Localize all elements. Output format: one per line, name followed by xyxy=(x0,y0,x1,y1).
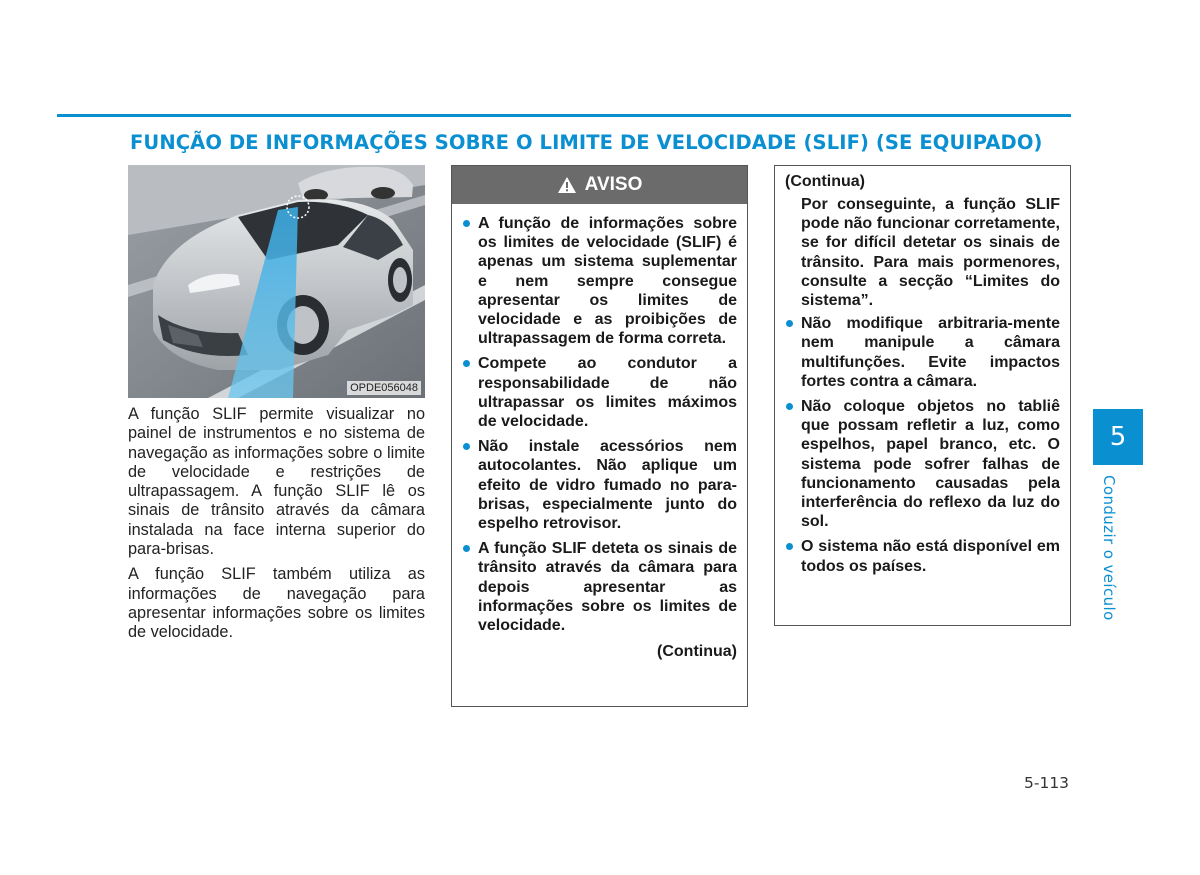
warning-list xyxy=(452,204,747,635)
warning-continued-box xyxy=(774,165,1071,626)
warning-triangle-icon xyxy=(557,176,577,194)
description-text xyxy=(128,405,425,649)
car-camera-illustration xyxy=(128,165,425,398)
continued-warning-list xyxy=(775,310,1070,576)
continued-label: (Continua) xyxy=(785,173,865,190)
warning-item: A função SLIF deteta os sinais de trânsito através da câmara para depois apresentar as informações sobre os limites de velocidade. xyxy=(462,539,737,635)
warning-item: O sistema não está disponível em todos os países. xyxy=(785,537,1060,575)
warning-box xyxy=(451,165,748,707)
warning-item: Não coloque objetos no tabliê que possam refletir a luz, como espelhos, papel branco, etc. O sistema pode sofrer falhas de funcionamento causadas pela interferência do reflexo da luz do sol. xyxy=(785,397,1060,531)
continua-label: (Continua) xyxy=(657,643,737,661)
warning-item: A função de informações sobre os limites de velocidade (SLIF) é apenas um sistema suplementar e nem sempre consegue apresentar os limites de velocidade e as proibições de ultrapassagem de forma correta. xyxy=(462,214,737,348)
warning-item: Não modifique arbitraria-mente nem manipule a câmara multifunções. Evite impactos fortes contra a câmara. xyxy=(785,314,1060,391)
chapter-number-tab: 5 xyxy=(1093,409,1143,465)
chapter-title: Conduzir o veículo xyxy=(1100,475,1118,621)
warning-header xyxy=(452,166,747,204)
figure-code: OPDE056048 xyxy=(347,381,421,395)
page-number: 5-113 xyxy=(1024,774,1070,792)
description-paragraph-2: A função SLIF também utiliza as informações de navegação para apresentar informações sobre os limites de velocidade. xyxy=(128,565,425,642)
continued-paragraph: Por conseguinte, a função SLIF pode não funcionar corretamente, se for difícil detetar os sinais de trânsito. Para mais pormenores, consulte a secção “Limites do sistema”. xyxy=(801,196,1060,310)
section-title: FUNÇÃO DE INFORMAÇÕES SOBRE O LIMITE DE VELOCIDADE (SLIF) (SE EQUIPADO) xyxy=(130,131,1043,154)
warning-item: Não instale acessórios nem autocolantes. Não aplique um efeito de vidro fumado no para-brisas, especialmente junto do espelho retrovisor. xyxy=(462,437,737,533)
figure-slif-camera xyxy=(128,165,425,398)
description-paragraph-1: A função SLIF permite visualizar no painel de instrumentos e no sistema de navegação as informações sobre o limite de velocidade e restrições de ultrapassagem. A função SLIF lê os sinais de trânsito através da câmara instalada na face interna superior do para-brisas. xyxy=(128,405,425,559)
top-rule xyxy=(57,114,1071,117)
warning-title: AVISO xyxy=(584,174,643,195)
warning-item: Compete ao condutor a responsabilidade de não ultrapassar os limites máximos de velocidade. xyxy=(462,354,737,431)
